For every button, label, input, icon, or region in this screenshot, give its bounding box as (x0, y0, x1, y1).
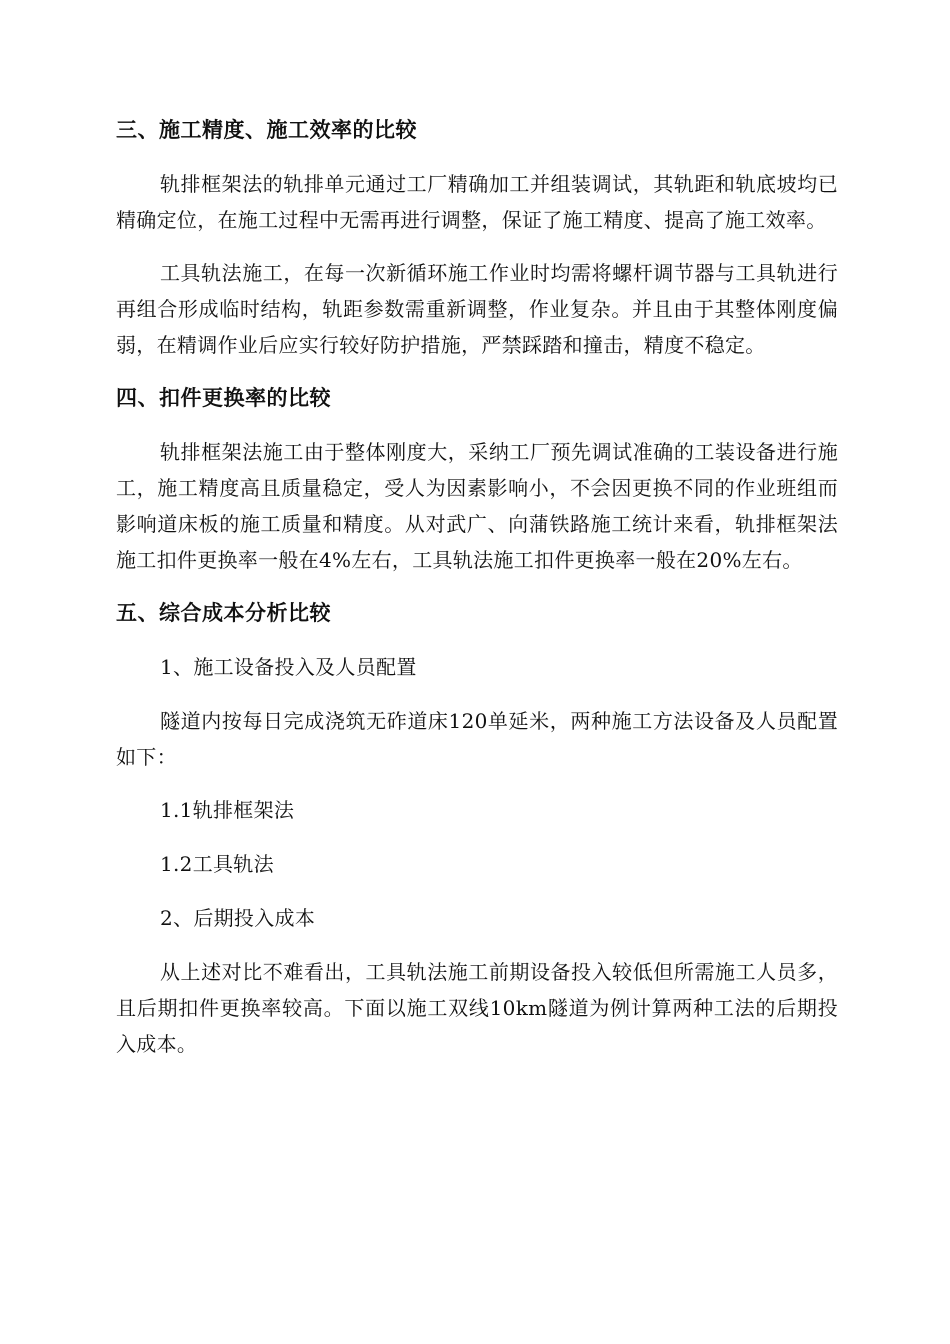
section-5-paragraph-2: 从上述对比不难看出，工具轨法施工前期设备投入较低但所需施工人员多，且后期扣件更换率较高。下面以施工双线10km隧道为例计算两种工法的后期投入成本。 (116, 960, 838, 1056)
section-3-paragraph-2: 工具轨法施工，在每一次新循环施工作业时均需将螺杆调节器与工具轨进行再组合形成临时结构，轨距参数需重新调整，作业复杂。并且由于其整体刚度偏弱，在精调作业后应实行较好防护措施，严禁踩踏和撞击，精度不稳定。 (116, 261, 838, 357)
section-5-heading: 五、综合成本分析比较 (116, 601, 331, 625)
section-5-paragraph-1: 隧道内按每日完成浇筑无砟道床120单延米，两种施工方法设备及人员配置如下： (116, 709, 838, 769)
subsection-1-1-title: 1.1轨排框架法 (160, 798, 295, 822)
subsection-1-2-title: 1.2工具轨法 (160, 852, 274, 876)
section-3-heading: 三、施工精度、施工效率的比较 (116, 118, 417, 142)
document-body (116, 112, 838, 1079)
subsection-2-title: 2、后期投入成本 (160, 906, 316, 930)
section-4-heading: 四、扣件更换率的比较 (116, 386, 331, 410)
section-3-paragraph-1: 轨排框架法的轨排单元通过工厂精确加工并组装调试，其轨距和轨底坡均已精确定位，在施工过程中无需再进行调整，保证了施工精度、提高了施工效率。 (116, 172, 838, 232)
subsection-1-title: 1、施工设备投入及人员配置 (160, 655, 417, 679)
section-4-paragraph-1: 轨排框架法施工由于整体刚度大，采纳工厂预先调试准确的工装设备进行施工，施工精度高且质量稳定，受人为因素影响小，不会因更换不同的作业班组而影响道床板的施工质量和精度。从对武广、向蒲铁路施工统计来看，轨排框架法施工扣件更换率一般在4%左右，工具轨法施工扣件更换率一般在20%左右。 (116, 440, 838, 572)
